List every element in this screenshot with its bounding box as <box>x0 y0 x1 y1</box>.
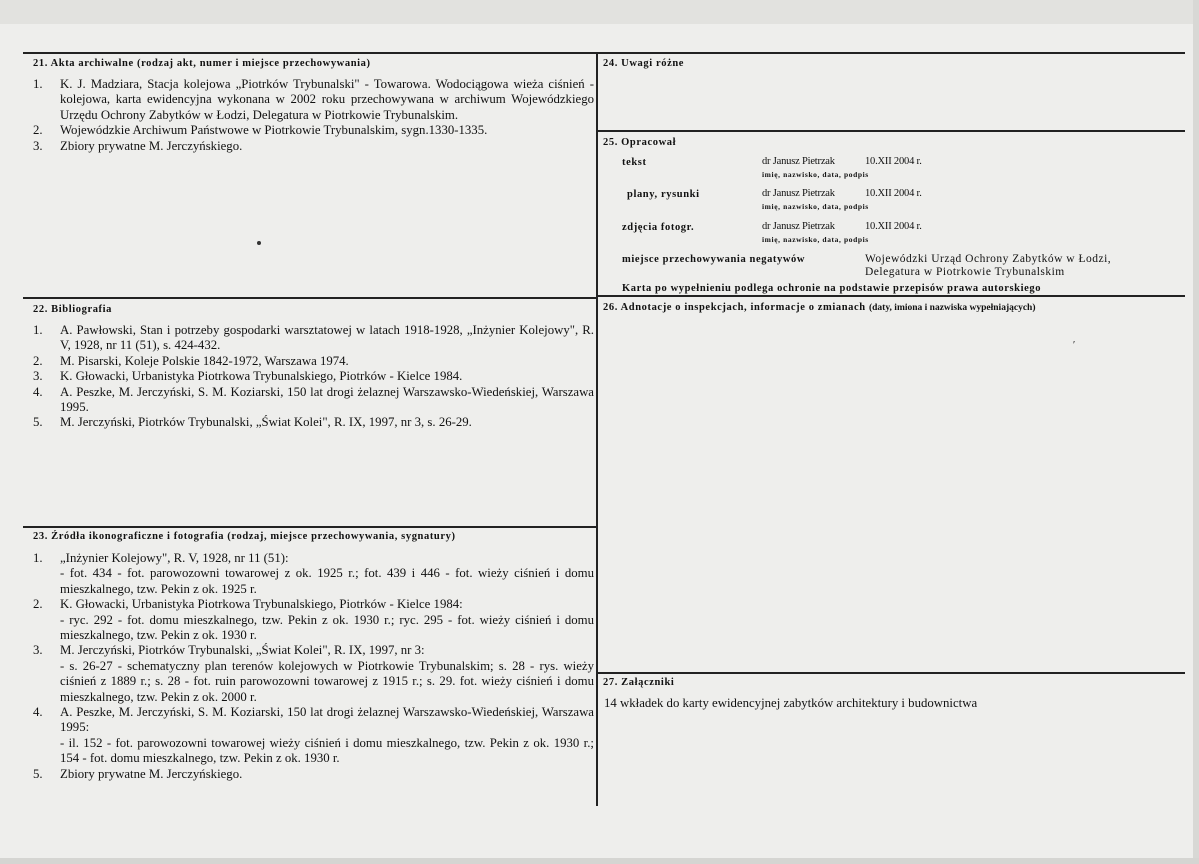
opracowal-label-plany: plany, rysunki <box>627 189 700 200</box>
list-item: 1. K. J. Madziara, Stacja kolejowa „Piotrków Trybunalski" - Towarowa. Wodociągowa wieża ciśnień - kolejowa, karta ewidencyjna wykonana w 2002 roku przechowywana w archiwum Wojewódzkiego Urzędu Ochrony Zabytków w Łodzi, Delegatura w Piotrkowie Trybunalskim. <box>33 77 594 122</box>
list-item: 5. M. Jerczyński, Piotrków Trybunalski, „Świat Kolei", R. IX, 1997, nr 3, s. 26-29. <box>33 415 472 430</box>
list-item: 2. K. Głowacki, Urbanistyka Piotrkowa Trybunalskiego, Piotrków - Kielce 1984: - ryc. 292 - fot. domu mieszkalnego, tzw. Pekin z ok. 1930 r.; ryc. 295 - fot. wieży ciśnień i domu mieszkalnego, tzw. Pekin z ok. 1930 r. <box>33 597 594 643</box>
opracowal-label-tekst: tekst <box>622 157 647 168</box>
list-item: 2. Wojewódzkie Archiwum Państwowe w Piotrkowie Trybunalskim, sygn.1330-1335. <box>33 123 488 138</box>
list-item: 1. „Inżynier Kolejowy", R. V, 1928, nr 11 (51): - fot. 434 - fot. parowozowni towarowej z ok. 1925 r.; fot. 439 i 446 - fot. wieży ciśnień i domu mieszkalnego, tzw. Pekin z ok. 1925 r. <box>33 551 594 596</box>
negatives-value-line1: Wojewódzki Urząd Ochrony Zabytków w Łodzi, <box>865 253 1112 265</box>
opracowal-caption: imię, nazwisko, data, podpis <box>762 202 869 211</box>
opracowal-name: dr Janusz Pietrzak <box>762 221 835 232</box>
opracowal-date: 10.XII 2004 r. <box>865 188 922 199</box>
section-23-title: 23. Źródła ikonograficzne i fotografia (rodzaj, miejsce przechowywania, sygnatury) <box>33 531 456 542</box>
list-item: 4. A. Peszke, M. Jerczyński, S. M. Koziarski, 150 lat drogi żelaznej Warszawsko-Wiedeńskiej, Warszawa 1995: - il. 152 - fot. parowozowni towarowej wieży ciśnień i domu mieszkalnego, tzw. Pekin z ok. 1930 r.; 154 - fot. domu mieszkalnego, tzw. Pekin z ok. 1930 r. <box>33 705 594 766</box>
scan-speck <box>257 241 261 245</box>
section-24-bottom-border <box>596 130 1185 132</box>
section-24-title: 24. Uwagi różne <box>603 58 685 69</box>
section-25-bottom-border <box>596 295 1185 297</box>
section-26-bottom-border <box>596 672 1185 674</box>
list-item: 2. M. Pisarski, Koleje Polskie 1842-1972, Warszawa 1974. <box>33 353 349 368</box>
section-22-bottom-border <box>23 526 597 528</box>
opracowal-caption: imię, nazwisko, data, podpis <box>762 170 869 179</box>
opracowal-date: 10.XII 2004 r. <box>865 221 922 232</box>
opracowal-name: dr Janusz Pietrzak <box>762 156 835 167</box>
top-border <box>23 52 1185 54</box>
section-21-title: 21. Akta archiwalne (rodzaj akt, numer i miejsce przechowywania) <box>33 58 371 69</box>
section-22-title: 22. Bibliografia <box>33 304 113 315</box>
opracowal-label-zdjecia: zdjęcia fotogr. <box>622 222 695 233</box>
list-item: 3. Zbiory prywatne M. Jerczyńskiego. <box>33 138 243 153</box>
section-21-list <box>33 77 594 154</box>
opracowal-caption: imię, nazwisko, data, podpis <box>762 235 869 244</box>
opracowal-date: 10.XII 2004 r. <box>865 156 922 167</box>
scan-mark: ′ <box>1073 340 1076 351</box>
negatives-label: miejsce przechowywania negatywów <box>622 254 806 265</box>
section-25-title: 25. Opracował <box>603 137 677 148</box>
attachments-text: 14 wkładek do karty ewidencyjnej zabytków architektury i budownictwa <box>604 696 978 710</box>
section-26-title <box>603 302 1036 313</box>
center-divider <box>596 52 598 806</box>
list-item: 3. M. Jerczyński, Piotrków Trybunalski, „Świat Kolei", R. IX, 1997, nr 3: - s. 26-27 - schematyczny plan terenów kolejowych w Piotrkowie Trybunalskim; s. 28 - rys. wieży ciśnień z 1889 r.; s. 28 - fot. ruin parowozowni towarowej z 1915 r.; s. 29. fot. wieży ciśnień i domu mieszkalnego, tzw. Pekin z ok. 2000 r. <box>33 643 594 704</box>
negatives-value-line2: Delegatura w Piotrkowie Trybunalskim <box>865 266 1065 278</box>
section-26-title-small: (daty, imiona i nazwiska wypełniających) <box>868 303 1036 313</box>
section-27-title: 27. Załączniki <box>603 677 675 688</box>
copyright-note: Karta po wypełnieniu podlega ochronie na podstawie przepisów prawa autorskiego <box>622 283 1042 294</box>
list-item: 5. Zbiory prywatne M. Jerczyńskiego. <box>33 766 243 781</box>
section-22-list <box>33 323 594 431</box>
opracowal-name: dr Janusz Pietrzak <box>762 188 835 199</box>
scan-right-margin <box>1193 0 1199 864</box>
scan-bottom-margin <box>0 858 1199 864</box>
list-item: 3. K. Głowacki, Urbanistyka Piotrkowa Trybunalskiego, Piotrków - Kielce 1984. <box>33 369 463 384</box>
section-26-title-main: 26. Adnotacje o inspekcjach, informacje o zmianach <box>603 302 866 313</box>
list-item: 1. A. Pawłowski, Stan i potrzeby gospodarki warsztatowej w latach 1918-1928, „Inżynier Kolejowy", R. V, 1928, nr 11 (51), s. 424-432. <box>33 323 594 353</box>
section-23-list <box>33 551 594 782</box>
scan-top-margin <box>0 0 1199 24</box>
list-item: 4. A. Peszke, M. Jerczyński, S. M. Koziarski, 150 lat drogi żelaznej Warszawsko-Wiedeńskiej, Warszawa 1995. <box>33 384 594 415</box>
section-21-bottom-border <box>23 297 597 299</box>
